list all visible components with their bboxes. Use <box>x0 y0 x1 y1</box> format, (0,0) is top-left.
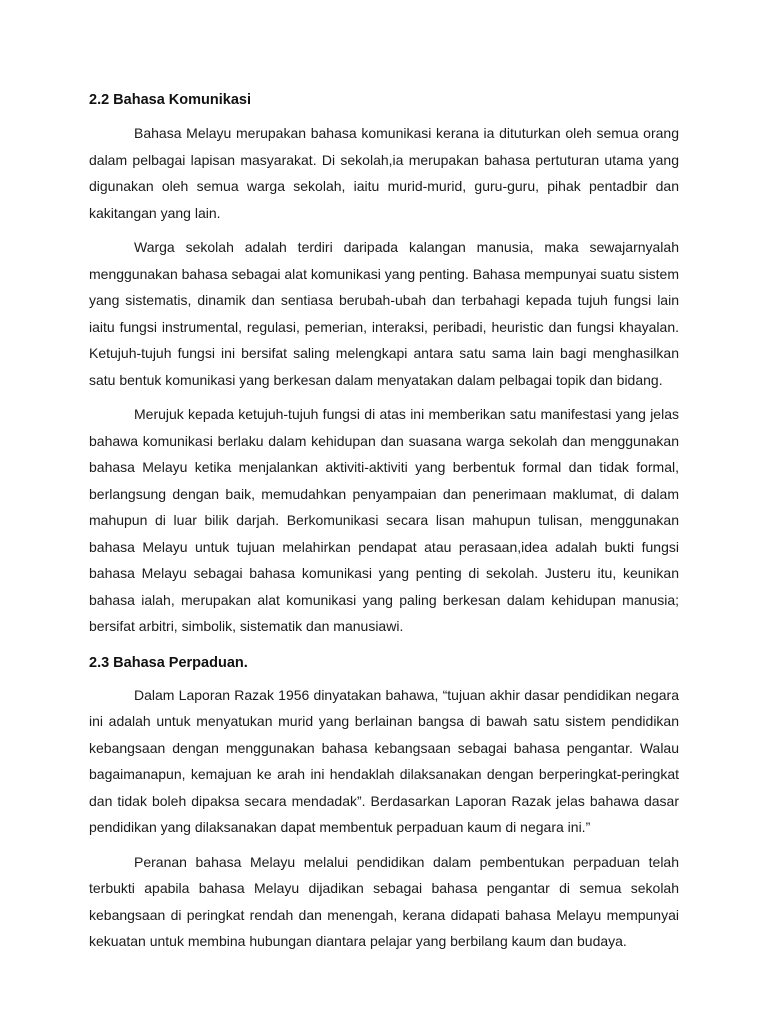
document-body <box>89 85 679 955</box>
paragraph: Bahasa Melayu merupakan bahasa komunikasi kerana ia dituturkan oleh semua orang dalam pelbagai lapisan masyarakat. Di sekolah,ia merupakan bahasa pertuturan utama yang digunakan oleh semua warga sekolah, iaitu murid-murid, guru-guru, pihak pentadbir dan kakitangan yang lain. <box>89 125 679 221</box>
section-heading-bahasa-perpaduan: 2.3 Bahasa Perpaduan. <box>89 654 248 671</box>
paragraph: Warga sekolah adalah terdiri daripada kalangan manusia, maka sewajarnyalah menggunakan bahasa sebagai alat komunikasi yang penting. Bahasa mempunyai suatu sistem yang sistematis, dinamik dan sentiasa berubah-ubah dan terbahagi kepada tujuh fungsi lain iaitu fungsi instrumental, regulasi, pemerian, interaksi, peribadi, heuristic dan fungsi khayalan. Ketujuh-tujuh fungsi ini bersifat saling melengkapi antara satu sama lain bagi menghasilkan satu bentuk komunikasi yang berkesan dalam menyatakan dalam pelbagai topik dan bidang. <box>89 239 679 388</box>
paragraph: Dalam Laporan Razak 1956 dinyatakan bahawa, “tujuan akhir dasar pendidikan negara ini adalah untuk menyatukan murid yang berlainan bangsa di bawah satu sistem pendidikan kebangsaan dengan menggunakan bahasa kebangsaan sebagai bahasa pengantar. Walau bagaimanapun, kemajuan ke arah ini hendaklah dilaksanakan dengan berperingkat-peringkat dan tidak boleh dipaksa secara mendadak”. Berdasarkan Laporan Razak jelas bahawa dasar pendidikan yang dilaksanakan dapat membentuk perpaduan kaum di negara ini.” <box>89 686 679 835</box>
section-heading-bahasa-komunikasi: 2.2 Bahasa Komunikasi <box>89 92 251 108</box>
paragraph: Peranan bahasa Melayu melalui pendidikan dalam pembentukan perpaduan telah terbukti apabila bahasa Melayu dijadikan sebagai bahasa pengantar di semua sekolah kebangsaan di peringkat rendah dan menengah, kerana didapati bahasa Melayu mempunyai kekuatan untuk membina hubungan diantara pelajar yang berbilang kaum dan budaya. <box>89 853 679 949</box>
paragraph: Merujuk kepada ketujuh-tujuh fungsi di atas ini memberikan satu manifestasi yang jelas bahawa komunikasi berlaku dalam kehidupan dan suasana warga sekolah dan menggunakan bahasa Melayu ketika menjalankan aktiviti-aktiviti yang berbentuk formal dan tidak formal, berlangsung dengan baik, memudahkan penyampaian dan penerimaan maklumat, di dalam mahupun di luar bilik darjah. Berkomunikasi secara lisan mahupun tulisan, menggunakan bahasa Melayu untuk tujuan melahirkan pendapat atau perasaan,idea adalah bukti fungsi bahasa Melayu sebagai bahasa komunikasi yang penting di sekolah. Justeru itu, keunikan bahasa ialah, merupakan alat komunikasi yang paling berkesan dalam kehidupan manusia; bersifat arbitri, simbolik, sistematik dan manusiawi. <box>89 406 679 634</box>
